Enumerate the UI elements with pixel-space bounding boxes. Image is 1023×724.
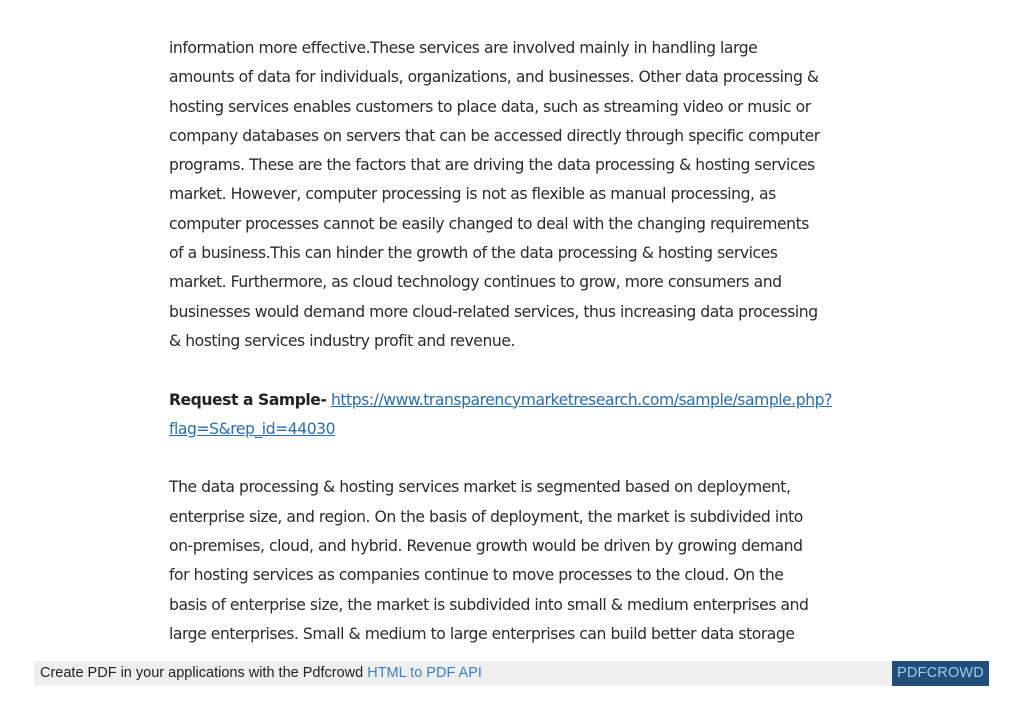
paragraph-line: amounts of data for individuals, organizations, and businesses. Other data processing & (169, 68, 819, 87)
request-sample-label: Request a Sample- (169, 390, 327, 409)
paragraph-line: computer processes cannot be easily changed to deal with the changing requirements (169, 214, 809, 233)
paragraph-line: market. However, computer processing is not as flexible as manual processing, as (169, 185, 776, 204)
footer-label: Create PDF in your applications with the Pdfcrowd (40, 665, 368, 681)
paragraph-line: businesses would demand more cloud-related services, thus increasing data processing (169, 302, 818, 321)
paragraph-line: of a business.This can hinder the growth of the data processing & hosting services (169, 244, 778, 263)
pdfcrowd-footer-bar (34, 661, 989, 686)
request-sample-link-continuation-line (169, 415, 859, 444)
request-sample-link[interactable]: https://www.transparencymarketresearch.com/sample/sample.php? (330, 390, 832, 409)
paragraph-line: for hosting services as companies continue to move processes to the cloud. On the (169, 566, 784, 585)
paragraph-line: information more effective.These services are involved mainly in handling large (169, 39, 758, 57)
request-sample-link-continuation[interactable]: flag=S&rep_id=44030 (169, 419, 336, 438)
paragraph-line: company databases on servers that can be accessed directly through specific computer (169, 126, 820, 145)
paragraph-line: programs. These are the factors that are driving the data processing & hosting services (169, 156, 815, 175)
request-sample-paragraph (169, 386, 859, 445)
paragraph-line: enterprise size, and region. On the basis of deployment, the market is subdivided into (169, 507, 803, 526)
article-body (169, 34, 859, 679)
request-sample-line (169, 386, 859, 415)
paragraph-line: & hosting services industry profit and revenue. (169, 331, 515, 350)
paragraph-line: on-premises, cloud, and hybrid. Revenue growth would be driven by growing demand (169, 537, 803, 556)
paragraph-line: market. Furthermore, as cloud technology continues to grow, more consumers and (169, 273, 782, 292)
article-paragraph (169, 34, 859, 356)
paragraph-line: The data processing & hosting services market is segmented based on deployment, (169, 478, 791, 497)
footer-text (40, 661, 482, 686)
paragraph-line: basis of enterprise size, the market is subdivided into small & medium enterprises and (169, 595, 809, 614)
html-to-pdf-api-link[interactable]: HTML to PDF API (367, 665, 482, 681)
paragraph-line: large enterprises. Small & medium to large enterprises can build better data storage (169, 624, 795, 643)
article-paragraph (169, 473, 859, 649)
pdfcrowd-button[interactable]: PDFCROWD (892, 661, 989, 686)
paragraph-line: hosting services enables customers to place data, such as streaming video or music or (169, 97, 811, 116)
